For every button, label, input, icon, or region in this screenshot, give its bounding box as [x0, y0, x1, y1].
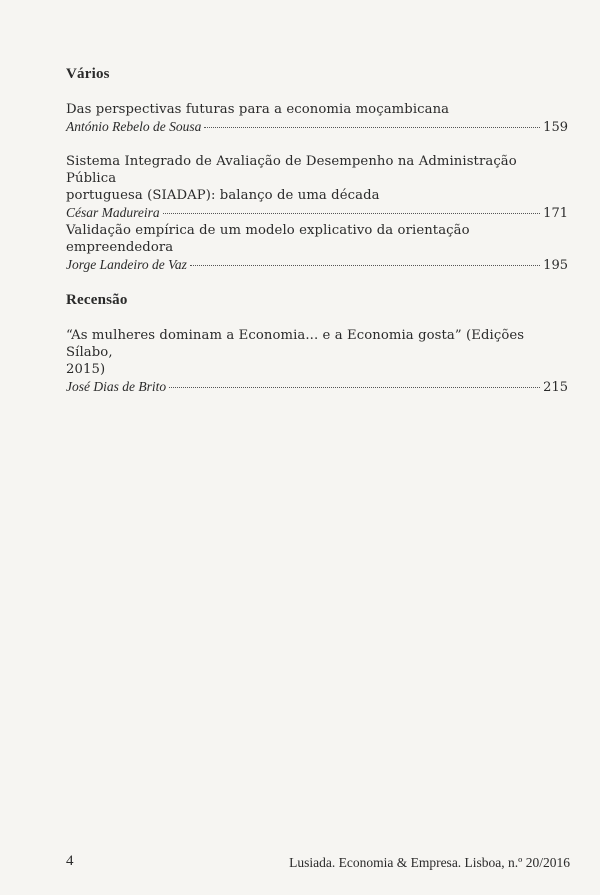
author-line [66, 256, 568, 274]
dot-leader [163, 212, 541, 214]
entry-title: Das perspectivas futuras para a economia moçambicana [66, 102, 450, 117]
dot-leader [190, 264, 540, 266]
entry-page-number: 195 [543, 258, 568, 273]
author-line [66, 378, 568, 396]
entry-page-number: 215 [543, 380, 568, 395]
entry-title-continued: portuguesa (SIADAP): balanço de uma década [66, 188, 380, 203]
entry-page-number: 159 [543, 120, 568, 135]
author-line [66, 204, 568, 222]
table-of-contents [66, 0, 568, 895]
entry-title: “As mulheres dominam a Economia... e a Economia gosta” (Edições Sílabo, [66, 328, 525, 360]
entry-author: Jorge Landeiro de Vaz [66, 257, 187, 272]
toc-entry [66, 327, 568, 396]
dot-leader [204, 126, 540, 128]
dot-leader [169, 386, 540, 388]
entry-title-continued: 2015) [66, 362, 106, 377]
author-line [66, 118, 568, 136]
section-heading-varios: Vários [66, 66, 110, 82]
section-heading-recensao: Recensão [66, 292, 128, 308]
entry-title: Sistema Integrado de Avaliação de Desempenho na Administração Pública [66, 154, 517, 186]
toc-entry [66, 153, 568, 222]
toc-entry [66, 101, 568, 136]
footer-journal-citation: Lusiada. Economia & Empresa. Lisboa, n.º 20/2016 [289, 855, 570, 870]
toc-entry [66, 222, 568, 274]
entry-title: Validação empírica de um modelo explicativo da orientação empreendedora [66, 223, 470, 255]
entry-author: José Dias de Brito [66, 379, 167, 394]
entry-author: César Madureira [66, 205, 160, 220]
footer-page-number: 4 [66, 853, 74, 869]
entry-author: António Rebelo de Sousa [66, 119, 202, 134]
entry-page-number: 171 [543, 206, 568, 221]
